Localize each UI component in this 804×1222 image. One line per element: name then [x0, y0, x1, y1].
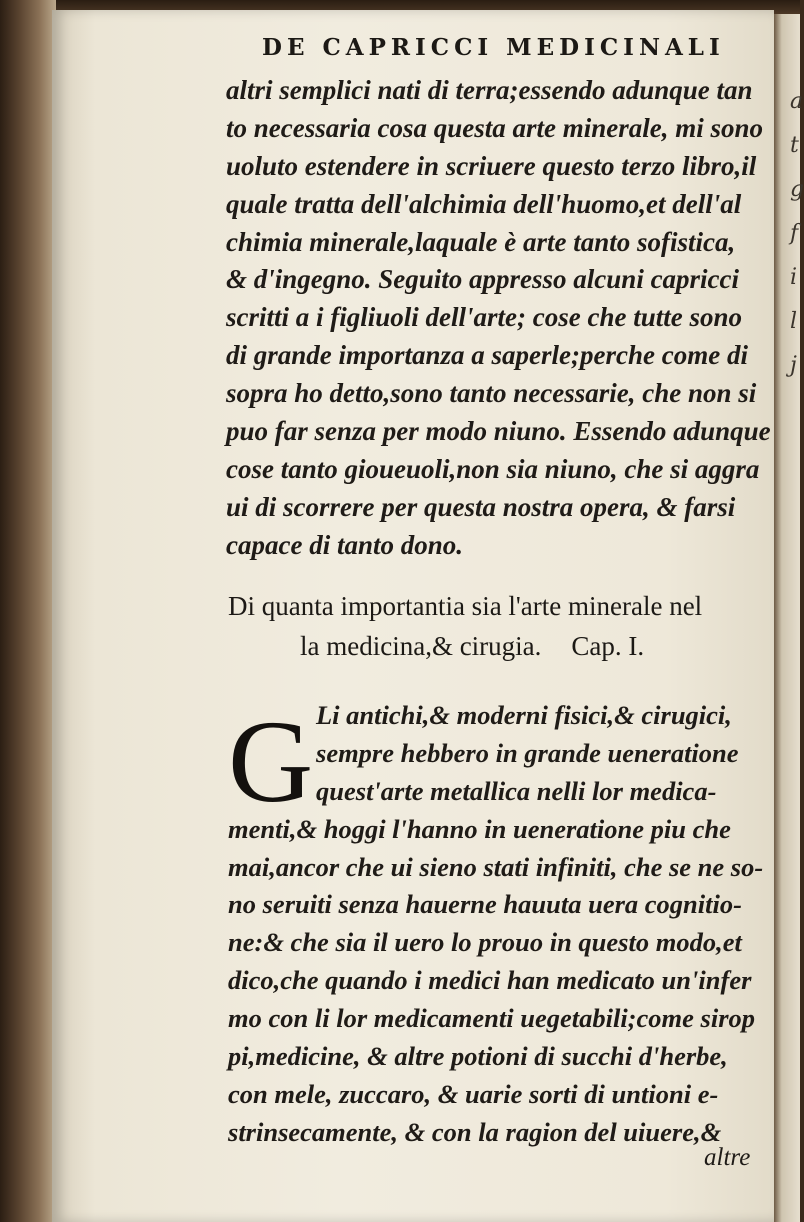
- text-line: ui di scorrere per questa nostra opera, & farsi: [226, 491, 736, 522]
- drop-cap-initial: G: [228, 696, 314, 827]
- text-line: & d'ingegno. Seguito appresso alcuni capricci: [226, 264, 740, 295]
- text-line: sempre hebbero in grande ueneratione: [316, 737, 739, 768]
- chapter-heading: [228, 586, 768, 666]
- chapter-heading-line-2: [228, 626, 768, 666]
- text-line: scritti a i figliuoli dell'arte; cose che tutte sono: [226, 302, 742, 333]
- text-line: cose tanto gioueuoli,non sia niuno, che si aggra: [226, 453, 760, 484]
- text-line: quale tratta dell'alchimia dell'huomo,et dell'al: [226, 188, 742, 219]
- text-line: strinsecamente, & con la ragion del uiuere,&: [228, 1116, 722, 1147]
- text-line: no seruiti senza hauerne hauuta uera cognitio-: [228, 889, 742, 920]
- running-head: DE CAPRICCI MEDICINALI: [262, 34, 725, 61]
- opening-paragraph: [226, 72, 774, 565]
- text-line: menti,& hoggi l'hanno in ueneratione piu che: [228, 813, 731, 844]
- text-line: di grande importanza a saperle;perche come di: [226, 340, 748, 371]
- text-line: puo far senza per modo niuno. Essendo adunque: [226, 416, 771, 447]
- chapter-number: Cap. I.: [571, 631, 645, 661]
- text-line: mai,ancor che ui sieno stati infiniti, che se ne so-: [228, 851, 764, 882]
- text-line: chimia minerale,laquale è arte tanto sofistica,: [226, 226, 736, 257]
- book-spine: [0, 0, 56, 1222]
- text-line: pi,medicine, & altre potioni di succhi d'herbe,: [228, 1041, 728, 1072]
- chapter-heading-line-1: Di quanta importantia sia l'arte minerale nel: [228, 591, 703, 621]
- text-line: sopra ho detto,sono tanto necessarie, che non si: [226, 378, 757, 409]
- text-line: con mele, zuccaro, & uarie sorti di untioni e-: [228, 1078, 719, 1109]
- chapter-heading-subject: la medicina,& cirugia.: [300, 631, 542, 661]
- text-line: uoluto estendere in scriuere questo terzo libro,il: [226, 150, 757, 181]
- text-line: quest'arte metallica nelli lor medica-: [316, 775, 717, 806]
- text-line: Li antichi,& moderni fisici,& cirugici,: [316, 700, 732, 730]
- text-line: dico,che quando i medici han medicato un'infer: [228, 965, 752, 996]
- catchword: altre: [704, 1144, 751, 1171]
- text-line: ne:& che sia il uero lo prouo in questo modo,et: [228, 927, 742, 958]
- text-line: altri semplici nati di terra;essendo adunque tan: [226, 75, 753, 105]
- text-line: capace di tanto dono.: [226, 529, 463, 560]
- text-line: mo con li lor medicamenti uegetabili;come sirop: [228, 1003, 756, 1034]
- text-line: to necessaria cosa questa arte minerale, mi sono: [226, 112, 764, 143]
- chapter-body: [228, 697, 776, 1152]
- next-page-partial-text: a t g f i l j: [790, 89, 804, 378]
